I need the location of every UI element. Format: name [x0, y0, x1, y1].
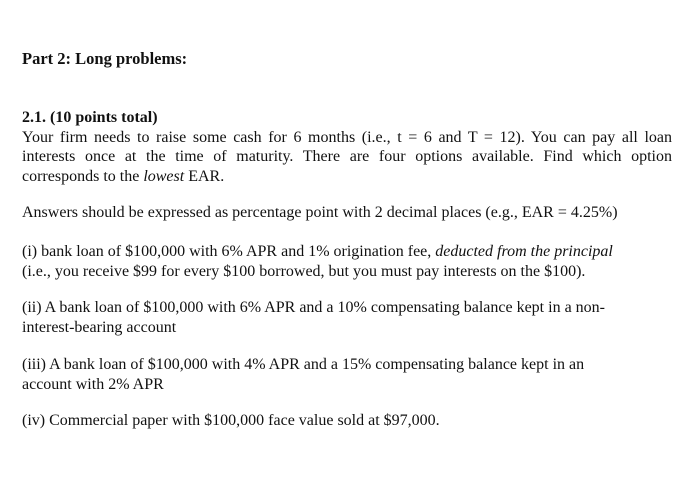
option-i-emphasis: deducted from the principal: [435, 243, 613, 260]
option-iii-line-1: (iii) A bank loan of $100,000 with 4% APR and a 15% compensating balance kept in an: [22, 356, 585, 373]
question-heading: 2.1. (10 points total): [22, 109, 158, 126]
question-text-main: Your firm needs to raise some cash for 6 months (i.e., t = 6 and T = 12). You can pay all loan interests once at the time of maturity. There are four options available. Find which option corresponds to the: [22, 128, 672, 185]
option-i-line-1: [22, 242, 662, 262]
option-i: [22, 242, 662, 281]
question-text-end: EAR.: [184, 167, 225, 185]
option-i-text: (i) bank loan of $100,000 with 6% APR and 1% origination fee,: [22, 243, 436, 260]
option-i-line-2: (i.e., you receive $99 for every $100 borrowed, but you must pay interests on the $100).: [22, 262, 586, 280]
question-text: [22, 128, 672, 187]
option-iv-line-1: (iv) Commercial paper with $100,000 face value sold at $97,000.: [22, 412, 440, 429]
question-text-emphasis: lowest: [143, 167, 185, 185]
option-ii-line-1: (ii) A bank loan of $100,000 with 6% APR and a 10% compensating balance kept in a non-: [22, 299, 605, 316]
option-ii-line-2: interest-bearing account: [22, 318, 177, 336]
question-block: [22, 108, 672, 186]
answer-format-note: Answers should be expressed as percentage point with 2 decimal places (e.g., EAR = 4.25%): [22, 204, 618, 221]
option-iv: [22, 411, 662, 431]
option-ii: [22, 298, 662, 337]
option-iii-line-2: account with 2% APR: [22, 375, 164, 393]
part-title: Part 2: Long problems:: [22, 49, 188, 68]
option-iii: [22, 355, 662, 394]
